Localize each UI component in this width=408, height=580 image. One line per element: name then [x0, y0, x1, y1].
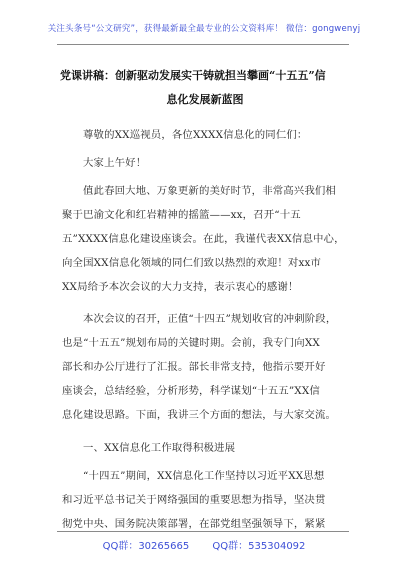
text-line: 值此春回大地、万象更新的美好时节，非常高兴我们相 [83, 185, 336, 197]
footer [0, 537, 408, 552]
text-line: 和习近平总书记关于网络强国的重要思想为指导，坚决贯 [62, 494, 326, 506]
header-banner: 关注头条号“公文研究”，获得最新最全最专业的公文资料库！ 微信：gongwenyj [47, 24, 361, 34]
text-line: 部长和办公厅进行了汇报。部长非常支持，他指示要开好 [62, 361, 326, 373]
footer-divider [57, 531, 349, 532]
text-line: 大家上午好！ [83, 157, 147, 169]
paragraph-progress [62, 464, 348, 536]
text-line: 五”XXXX信息化建设座谈会。在此，我谨代表XX信息中心， [62, 233, 345, 245]
qq-group-2: QQ群：535304092 [212, 541, 306, 552]
header-divider [57, 44, 349, 45]
text-line: “十四五”期间，XX信息化工作坚持以习近平XX思想 [83, 470, 325, 482]
paragraph-meeting [62, 307, 348, 427]
qq-group-1: QQ群：30265665 [102, 541, 190, 552]
greeting [62, 151, 369, 175]
text-line: 也是“十五五”规划布局的关键时期。会前，我专门向XX [62, 337, 320, 349]
paragraph-welcome [62, 179, 348, 299]
title-line-2: 息化发展新蓝图 [166, 93, 244, 106]
text-line: 息化建设思路。下面，我讲三个方面的想法，与大家交流。 [62, 409, 337, 421]
text-line: 本次会议的召开，正值“十四五”规划收官的冲刺阶段， [83, 313, 337, 325]
document-title [60, 64, 350, 112]
text-line: 一、XX信息化工作取得积极进展 [83, 442, 236, 454]
text-line: 座谈会，总结经验，分析形势，科学谋划“十五五”XX信 [62, 385, 320, 397]
section-heading [62, 436, 369, 460]
text-line: 彻党中央、国务院决策部署，在部党组坚强领导下，紧紧 [62, 518, 326, 530]
text-line: 向全国XX信息化领域的同仁们致以热烈的欢迎！对xx市 [62, 257, 322, 269]
text-line: 聚于巴渝文化和红岩精神的摇篮——xx，召开“十五 [62, 209, 301, 221]
title-line-1: 党课讲稿：创新驱动发展实干铸就担当攀画“十五五”信 [60, 69, 326, 82]
salutation [62, 123, 369, 147]
text-line: 尊敬的XX巡视员，各位XXXX信息化的同仁们： [83, 129, 308, 141]
text-line: XX局给予本次会议的大力支持，表示衷心的感谢！ [62, 281, 299, 293]
